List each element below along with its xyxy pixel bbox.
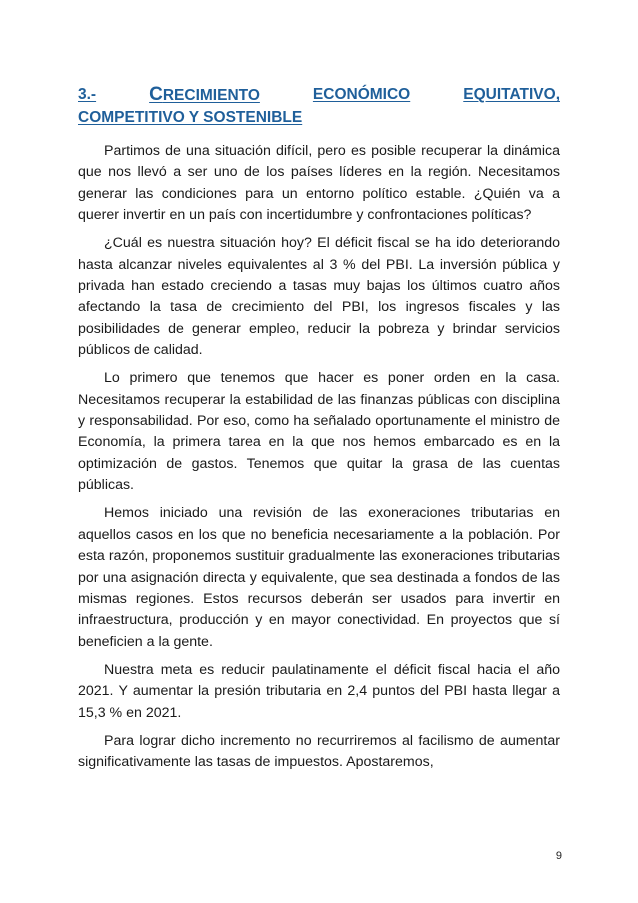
paragraph: Nuestra meta es reducir paulatinamente el déficit fiscal hacia el año 2021. Y aumentar la presión tributaria en 2,4 puntos del PBI hasta llegar a 15,3 % en 2021. <box>78 661 560 721</box>
paragraph: ¿Cuál es nuestra situación hoy? El déficit fiscal se ha ido deteriorando hasta alcanzar niveles equivalentes al 3 % del PBI. La inversión pública y privada han estado creciendo a tasas muy bajas los últimos cuatro años afectando la tasa de crecimiento del PBI, los ingresos fiscales y las posibilidades de generar empleo, reducir la pobreza y brindar servicios públicos de calidad. <box>78 235 560 359</box>
body-text <box>78 141 560 780</box>
page-number: 9 <box>555 850 562 862</box>
paragraph: Para lograr dicho incremento no recurriremos al facilismo de aumentar significativamente las tasas de impuestos. Apostaremos, <box>78 732 560 770</box>
paragraph: Lo primero que tenemos que hacer es poner orden en la casa. Necesitamos recuperar la estabilidad de las finanzas públicas con disciplina y responsabilidad. Por eso, como ha señalado oportunamente el ministro de Economía, la primera tarea en la que nos hemos embarcado es en la optimización de gastos. Tenemos que quitar la grasa de las cuentas públicas. <box>78 370 560 494</box>
heading-word-equitativo: EQUITATIVO, <box>463 86 560 103</box>
paragraph: Partimos de una situación difícil, pero es posible recuperar la dinámica que nos llevó a ser uno de los países líderes en la región. Necesitamos generar las condiciones para un entorno político estable. ¿Quién va a querer invertir en un país con incertidumbre y confrontaciones políticas? <box>78 143 560 224</box>
heading-word-crecimiento-rest: RECIMIENTO <box>162 87 260 104</box>
section-number: 3.- <box>78 86 97 103</box>
heading-word-crecimiento <box>149 84 260 107</box>
section-heading-line-1 <box>78 84 560 107</box>
section-heading <box>78 84 560 129</box>
heading-word-crecimiento-initial: C <box>149 84 163 105</box>
paragraph: Hemos iniciado una revisión de las exoneraciones tributarias en aquellos casos en los que no beneficia necesariamente a la población. Por esta razón, proponemos sustituir gradualmente las exoneraciones tributarias por una asignación directa y equivalente, que sea destinada a fondos de las mismas regiones. Estos recursos deberán ser usados para invertir en infraestructura, producción y en mayor conectividad. En proyectos que sí beneficien a la gente. <box>78 505 560 650</box>
heading-word-economico: ECONÓMICO <box>312 86 411 103</box>
section-heading-line-2: COMPETITIVO Y SOSTENIBLE <box>78 109 303 126</box>
